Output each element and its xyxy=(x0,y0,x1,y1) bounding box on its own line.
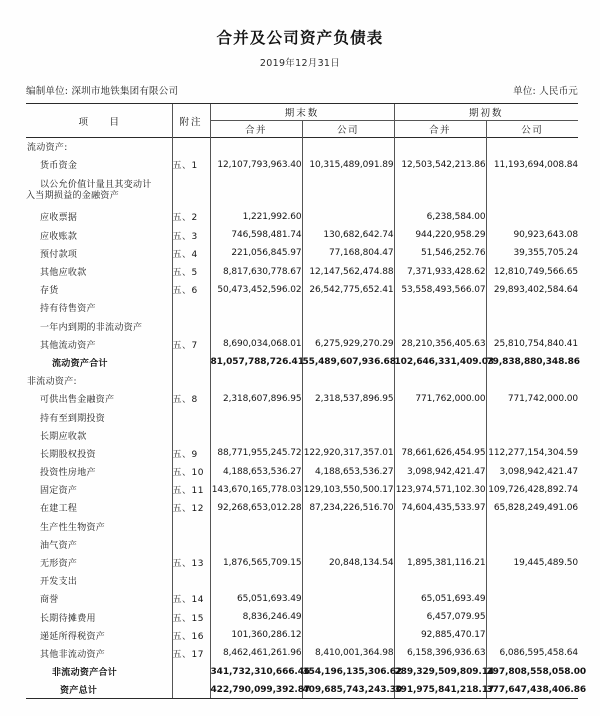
row-value-begin-consolidated xyxy=(394,138,486,156)
row-value-end-company: 12,147,562,474.88 xyxy=(302,262,394,280)
row-item-label: 以公允价值计量且其变动计 入当期损益的金融资产 xyxy=(26,180,152,201)
row-note: 五、9 xyxy=(172,444,210,462)
row-value-end-company: 10,315,489,091.89 xyxy=(302,156,394,174)
row-value-end-company: 55,489,607,936.68 xyxy=(302,353,394,371)
row-value-end-consolidated: 2,318,607,896.95 xyxy=(210,390,302,408)
row-value-begin-company xyxy=(486,174,578,208)
row-item-label: 预付款项 xyxy=(40,249,78,260)
row-item-label: 生产性生物资产 xyxy=(40,522,106,533)
table-row xyxy=(26,174,578,208)
preparer-label: 编制单位: xyxy=(26,86,69,97)
row-value-begin-company xyxy=(486,408,578,426)
row-value-begin-company: 297,808,558,058.00 xyxy=(486,663,578,681)
row-value-begin-consolidated: 123,974,571,102.30 xyxy=(394,481,486,499)
row-value-end-company xyxy=(302,426,394,444)
table-row xyxy=(26,408,578,426)
row-note xyxy=(172,426,210,444)
row-note: 五、1 xyxy=(172,156,210,174)
row-value-begin-consolidated xyxy=(394,517,486,535)
row-value-end-company xyxy=(302,608,394,626)
row-value-begin-consolidated xyxy=(394,317,486,335)
table-row xyxy=(26,553,578,571)
row-value-begin-company: 79,838,880,348.86 xyxy=(486,353,578,371)
table-row xyxy=(26,262,578,280)
col-header-end-company: 公司 xyxy=(302,121,394,138)
table-row xyxy=(26,390,578,408)
row-value-begin-company: 12,810,749,566.65 xyxy=(486,262,578,280)
row-value-end-consolidated xyxy=(210,426,302,444)
row-value-begin-consolidated: 28,210,356,405.63 xyxy=(394,335,486,353)
table-row xyxy=(26,608,578,626)
row-value-end-company: 409,685,743,243.30 xyxy=(302,681,394,699)
col-header-begin-company: 公司 xyxy=(486,121,578,138)
row-value-begin-company: 19,445,489.50 xyxy=(486,553,578,571)
col-header-note: 附注 xyxy=(172,104,210,138)
table-row xyxy=(26,335,578,353)
table-row xyxy=(26,426,578,444)
unit-label: 单位: xyxy=(513,86,536,97)
table-row xyxy=(26,626,578,644)
row-note: 五、2 xyxy=(172,208,210,226)
row-value-end-company: 87,234,226,516.70 xyxy=(302,499,394,517)
row-value-end-company xyxy=(302,174,394,208)
row-item-label: 商誉 xyxy=(40,595,59,606)
row-item-label: 长期应收款 xyxy=(40,431,87,442)
table-row xyxy=(26,138,578,156)
row-item-label: 长期股权投资 xyxy=(40,449,96,460)
row-value-begin-company xyxy=(486,626,578,644)
row-value-begin-consolidated: 6,158,396,936.63 xyxy=(394,644,486,662)
row-item-label: 资产总计 xyxy=(26,681,172,699)
row-value-end-company xyxy=(302,535,394,553)
table-row xyxy=(26,572,578,590)
row-note xyxy=(172,299,210,317)
row-value-end-company xyxy=(302,408,394,426)
row-value-end-consolidated: 8,817,630,778.67 xyxy=(210,262,302,280)
row-value-begin-company: 771,742,000.00 xyxy=(486,390,578,408)
row-value-begin-company: 65,828,249,491.06 xyxy=(486,499,578,517)
row-item-label: 存货 xyxy=(40,286,59,297)
row-value-begin-company xyxy=(486,590,578,608)
row-value-begin-consolidated: 12,503,542,213.86 xyxy=(394,156,486,174)
row-value-end-consolidated xyxy=(210,138,302,156)
row-value-end-company xyxy=(302,517,394,535)
row-value-end-consolidated xyxy=(210,535,302,553)
row-value-begin-consolidated xyxy=(394,426,486,444)
row-value-begin-consolidated xyxy=(394,372,486,390)
row-value-end-consolidated xyxy=(210,372,302,390)
table-row xyxy=(26,353,578,371)
table-row xyxy=(26,517,578,535)
row-item-label: 固定资产 xyxy=(40,486,78,497)
row-value-end-company: 77,168,804.47 xyxy=(302,244,394,262)
row-value-begin-company: 11,193,694,008.84 xyxy=(486,156,578,174)
row-note: 五、14 xyxy=(172,590,210,608)
row-value-end-company xyxy=(302,590,394,608)
row-value-begin-consolidated xyxy=(394,174,486,208)
row-value-begin-company: 6,086,595,458.64 xyxy=(486,644,578,662)
row-item-label: 应收票据 xyxy=(40,213,78,224)
row-value-end-consolidated: 65,051,693.49 xyxy=(210,590,302,608)
row-value-begin-consolidated: 3,098,942,421.47 xyxy=(394,463,486,481)
row-value-end-company: 6,275,929,270.29 xyxy=(302,335,394,353)
table-row xyxy=(26,590,578,608)
row-value-begin-company xyxy=(486,426,578,444)
row-value-end-consolidated: 143,670,165,778.03 xyxy=(210,481,302,499)
report-date: 2019年12月31日 xyxy=(259,58,341,69)
row-value-begin-company xyxy=(486,372,578,390)
title-block xyxy=(0,0,600,69)
row-value-begin-consolidated: 74,604,435,533.97 xyxy=(394,499,486,517)
row-value-end-consolidated: 88,771,955,245.72 xyxy=(210,444,302,462)
row-item-label: 其他非流动资产 xyxy=(40,649,106,660)
table-row xyxy=(26,299,578,317)
row-value-begin-company: 3,098,942,421.47 xyxy=(486,463,578,481)
row-value-end-company: 20,848,134.54 xyxy=(302,553,394,571)
row-value-begin-consolidated xyxy=(394,572,486,590)
col-header-item: 项 目 xyxy=(26,104,172,138)
table-row xyxy=(26,499,578,517)
balance-sheet-table-wrap xyxy=(26,103,587,699)
row-value-end-company: 122,920,317,357.01 xyxy=(302,444,394,462)
row-note: 五、10 xyxy=(172,463,210,481)
row-value-begin-consolidated: 7,371,933,428.62 xyxy=(394,262,486,280)
row-note: 五、7 xyxy=(172,335,210,353)
row-value-end-consolidated: 8,690,034,068.01 xyxy=(210,335,302,353)
row-item-label: 一年内到期的非流动资产 xyxy=(40,322,143,333)
row-value-begin-company: 25,810,754,840.41 xyxy=(486,335,578,353)
row-item-label: 应收账款 xyxy=(40,231,78,242)
row-item-label: 其他流动资产 xyxy=(40,340,96,351)
row-note: 五、12 xyxy=(172,499,210,517)
row-item-label: 油气资产 xyxy=(40,540,78,551)
table-row xyxy=(26,663,578,681)
row-item-label: 持有待售资产 xyxy=(40,304,96,315)
row-note xyxy=(172,372,210,390)
row-note: 五、4 xyxy=(172,244,210,262)
row-value-end-consolidated: 746,598,481.74 xyxy=(210,226,302,244)
row-note xyxy=(172,535,210,553)
row-note: 五、11 xyxy=(172,481,210,499)
row-value-begin-consolidated: 6,238,584.00 xyxy=(394,208,486,226)
unit-value: 人民币元 xyxy=(539,86,578,97)
row-value-begin-company xyxy=(486,138,578,156)
row-value-begin-company: 90,923,643.08 xyxy=(486,226,578,244)
row-note: 五、5 xyxy=(172,262,210,280)
col-header-begin-consolidated: 合并 xyxy=(394,121,486,138)
row-note xyxy=(172,681,210,699)
table-row xyxy=(26,444,578,462)
table-row xyxy=(26,535,578,553)
row-value-end-consolidated: 1,221,992.60 xyxy=(210,208,302,226)
balance-sheet-table xyxy=(26,103,587,699)
row-note xyxy=(172,572,210,590)
table-row xyxy=(26,481,578,499)
row-value-end-company xyxy=(302,626,394,644)
row-value-begin-company xyxy=(486,608,578,626)
row-note: 五、6 xyxy=(172,281,210,299)
row-value-begin-consolidated xyxy=(394,299,486,317)
row-note: 五、8 xyxy=(172,390,210,408)
preparer-block xyxy=(26,83,178,97)
row-item-label: 投资性房地产 xyxy=(40,468,96,479)
table-row xyxy=(26,463,578,481)
header-row-group xyxy=(26,104,578,121)
row-value-end-consolidated: 101,360,286.12 xyxy=(210,626,302,644)
row-item-label: 递延所得税资产 xyxy=(40,631,106,642)
meta-row xyxy=(0,83,600,97)
row-note xyxy=(172,663,210,681)
row-value-end-company: 130,682,642.74 xyxy=(302,226,394,244)
row-value-begin-consolidated: 92,885,470.17 xyxy=(394,626,486,644)
row-value-end-consolidated: 8,836,246.49 xyxy=(210,608,302,626)
row-item-label: 非流动资产合计 xyxy=(52,668,118,679)
row-value-end-consolidated xyxy=(210,317,302,335)
row-value-end-consolidated: 81,057,788,726.41 xyxy=(210,353,302,371)
table-row xyxy=(26,372,578,390)
row-value-end-company: 26,542,775,652.41 xyxy=(302,281,394,299)
row-value-begin-company xyxy=(486,535,578,553)
row-value-begin-consolidated: 944,220,958.29 xyxy=(394,226,486,244)
row-item-label: 流动资产: xyxy=(26,138,172,156)
row-value-begin-company xyxy=(486,517,578,535)
table-body xyxy=(26,138,587,699)
row-value-begin-company: 377,647,438,406.86 xyxy=(486,681,578,699)
row-value-end-consolidated xyxy=(210,572,302,590)
row-value-end-consolidated: 221,056,845.97 xyxy=(210,244,302,262)
row-note: 五、16 xyxy=(172,626,210,644)
row-note xyxy=(172,353,210,371)
row-value-end-consolidated: 12,107,793,963.40 xyxy=(210,156,302,174)
row-value-begin-consolidated: 1,895,381,116.21 xyxy=(394,553,486,571)
table-row xyxy=(26,681,578,699)
row-note: 五、15 xyxy=(172,608,210,626)
row-value-end-company: 354,196,135,306.62 xyxy=(302,663,394,681)
table-row xyxy=(26,226,578,244)
row-value-end-consolidated: 8,462,461,261.96 xyxy=(210,644,302,662)
row-value-end-company xyxy=(302,138,394,156)
row-value-end-consolidated xyxy=(210,174,302,208)
col-header-end-consolidated: 合并 xyxy=(210,121,302,138)
row-value-begin-consolidated: 102,646,331,409.03 xyxy=(394,353,486,371)
unit-block xyxy=(513,83,578,97)
row-value-begin-company xyxy=(486,208,578,226)
col-header-period-end: 期末数 xyxy=(210,104,394,121)
row-value-end-company xyxy=(302,572,394,590)
row-value-begin-company: 109,726,428,892.74 xyxy=(486,481,578,499)
row-value-begin-consolidated: 391,975,841,218.17 xyxy=(394,681,486,699)
row-value-begin-consolidated: 289,329,509,809.14 xyxy=(394,663,486,681)
row-value-begin-company: 112,277,154,304.59 xyxy=(486,444,578,462)
table-head xyxy=(26,104,578,138)
row-value-begin-company xyxy=(486,317,578,335)
row-value-end-company: 2,318,537,896.95 xyxy=(302,390,394,408)
table-row xyxy=(26,244,578,262)
row-value-end-company: 129,103,550,500.17 xyxy=(302,481,394,499)
row-value-begin-consolidated: 771,762,000.00 xyxy=(394,390,486,408)
row-value-begin-consolidated xyxy=(394,535,486,553)
row-item-label: 在建工程 xyxy=(40,504,78,515)
row-value-end-consolidated xyxy=(210,408,302,426)
row-note xyxy=(172,517,210,535)
row-value-end-consolidated xyxy=(210,517,302,535)
row-value-begin-consolidated: 51,546,252.76 xyxy=(394,244,486,262)
row-note xyxy=(172,317,210,335)
row-item-label: 其他应收款 xyxy=(40,268,87,279)
row-value-end-consolidated: 422,790,099,392.87 xyxy=(210,681,302,699)
row-value-end-company xyxy=(302,208,394,226)
row-note: 五、13 xyxy=(172,553,210,571)
row-value-end-company xyxy=(302,317,394,335)
preparer-name: 深圳市地铁集团有限公司 xyxy=(71,86,179,97)
row-value-end-company xyxy=(302,299,394,317)
row-value-end-consolidated: 4,188,653,536.27 xyxy=(210,463,302,481)
row-value-begin-company: 29,893,402,584.64 xyxy=(486,281,578,299)
row-value-end-company: 8,410,001,364.98 xyxy=(302,644,394,662)
table-row xyxy=(26,156,578,174)
row-value-end-consolidated: 341,732,310,666.46 xyxy=(210,663,302,681)
table-row xyxy=(26,208,578,226)
row-note xyxy=(172,174,210,208)
row-value-end-consolidated: 1,876,565,709.15 xyxy=(210,553,302,571)
row-value-end-consolidated: 50,473,452,596.02 xyxy=(210,281,302,299)
table-row xyxy=(26,644,578,662)
row-value-end-consolidated xyxy=(210,299,302,317)
row-value-begin-consolidated: 6,457,079.95 xyxy=(394,608,486,626)
row-value-begin-company: 39,355,705.24 xyxy=(486,244,578,262)
table-row xyxy=(26,317,578,335)
row-value-end-consolidated: 92,268,653,012.28 xyxy=(210,499,302,517)
row-value-end-company: 4,188,653,536.27 xyxy=(302,463,394,481)
row-item-label: 持有至到期投资 xyxy=(40,413,106,424)
row-note: 五、3 xyxy=(172,226,210,244)
row-value-begin-consolidated: 65,051,693.49 xyxy=(394,590,486,608)
row-value-begin-consolidated: 53,558,493,566.07 xyxy=(394,281,486,299)
row-note: 五、17 xyxy=(172,644,210,662)
row-item-label: 非流动资产: xyxy=(27,377,77,388)
row-item-label: 无形资产 xyxy=(40,559,78,570)
row-value-begin-consolidated xyxy=(394,408,486,426)
row-item-label: 开发支出 xyxy=(40,577,78,588)
row-item-label: 可供出售金融资产 xyxy=(40,395,115,406)
col-header-period-begin: 期初数 xyxy=(394,104,578,121)
table-row xyxy=(26,281,578,299)
row-value-begin-company xyxy=(486,299,578,317)
row-value-begin-company xyxy=(486,572,578,590)
row-note xyxy=(172,408,210,426)
row-item-label: 货币资金 xyxy=(40,161,78,172)
row-note xyxy=(172,138,210,156)
row-value-end-company xyxy=(302,372,394,390)
row-value-begin-consolidated: 78,661,626,454.95 xyxy=(394,444,486,462)
row-item-label: 长期待摊费用 xyxy=(40,613,96,624)
page-title: 合并及公司资产负债表 xyxy=(216,28,384,47)
row-item-label: 流动资产合计 xyxy=(52,358,108,369)
